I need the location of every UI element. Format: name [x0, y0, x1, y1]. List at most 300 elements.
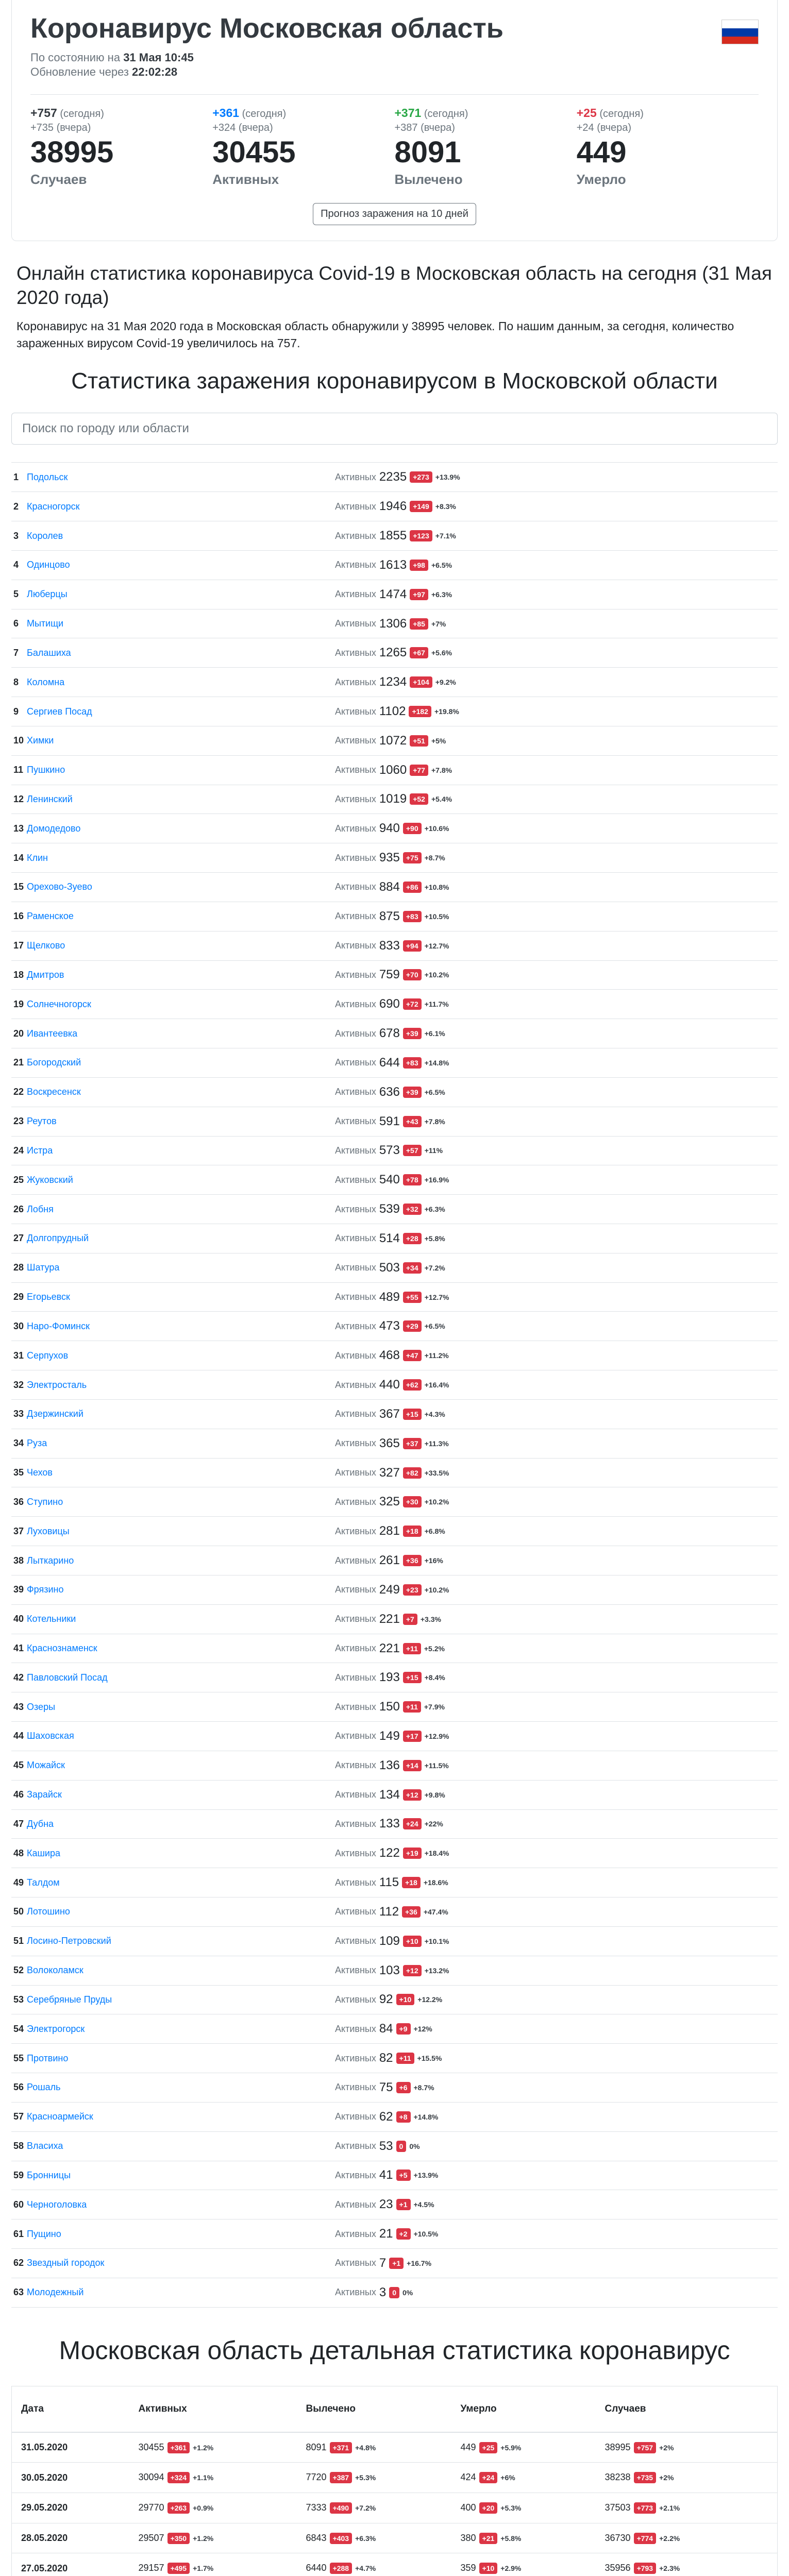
- detail-recovered-delta: +387: [330, 2472, 352, 2483]
- city-rank: 49: [13, 1877, 24, 1888]
- detail-row: [12, 2553, 778, 2576]
- city-link[interactable]: Реутов: [27, 1116, 57, 1127]
- update-timer: 22:02:28: [132, 65, 178, 79]
- delta-percent: +6.8%: [424, 1527, 445, 1536]
- city-link[interactable]: Раменское: [27, 911, 74, 922]
- delta-percent: +16.7%: [407, 2259, 432, 2267]
- delta-percent: +10.8%: [424, 883, 449, 891]
- stat-total: 38995: [30, 135, 114, 170]
- city-rank: 19: [13, 998, 24, 1009]
- city-rank: 10: [13, 735, 24, 746]
- city-link[interactable]: Егорьевск: [27, 1292, 70, 1302]
- city-link[interactable]: Серпухов: [27, 1350, 69, 1361]
- delta-badge: +55: [403, 1292, 422, 1303]
- city-rank: 16: [13, 911, 24, 922]
- stats-row: [30, 106, 759, 188]
- city-link[interactable]: Рошаль: [27, 2082, 61, 2093]
- delta-badge: +12: [403, 1789, 422, 1801]
- delta-badge: +24: [403, 1818, 422, 1829]
- delta-badge: +29: [403, 1320, 422, 1332]
- delta-percent: +19.8%: [434, 707, 459, 716]
- active-count: 23: [379, 2197, 393, 2212]
- city-row: [11, 1634, 778, 1664]
- city-rank: 59: [13, 2170, 24, 2180]
- delta-percent: +22%: [424, 1820, 443, 1828]
- active-label: Активных: [335, 969, 376, 980]
- city-link[interactable]: Сергиев Посад: [27, 706, 92, 717]
- delta-badge: +51: [410, 735, 428, 747]
- city-row: [11, 2132, 778, 2161]
- city-link[interactable]: Домодедово: [27, 823, 81, 834]
- city-link[interactable]: Богородский: [27, 1057, 81, 1068]
- active-label: Активных: [335, 1057, 376, 1068]
- active-label: Активных: [335, 1233, 376, 1244]
- detail-recovered-delta: +403: [330, 2533, 352, 2544]
- delta-percent: +16%: [424, 1556, 443, 1565]
- city-rank: 57: [13, 2111, 24, 2122]
- detail-section-title: Московская область детальная статистика коронавирус: [59, 2335, 730, 2365]
- city-row: [11, 1137, 778, 1166]
- delta-badge: +28: [403, 1233, 422, 1244]
- city-link[interactable]: Щелково: [27, 940, 65, 951]
- as-of-line: [30, 51, 759, 64]
- delta-percent: +5.8%: [424, 1234, 445, 1243]
- active-count: 82: [379, 2051, 393, 2065]
- delta-badge: +19: [403, 1848, 422, 1859]
- active-label: Активных: [335, 2023, 376, 2034]
- active-count: 62: [379, 2109, 393, 2124]
- delta-percent: +8.4%: [424, 1673, 445, 1682]
- active-label: Активных: [335, 852, 376, 863]
- city-link[interactable]: Мытищи: [27, 618, 64, 629]
- city-row: [11, 1546, 778, 1575]
- active-label: Активных: [335, 1584, 376, 1595]
- delta-percent: +11.5%: [424, 1761, 449, 1770]
- city-link[interactable]: Лобня: [27, 1204, 54, 1214]
- delta-percent: +3.3%: [420, 1615, 441, 1623]
- delta-percent: +18.6%: [423, 1878, 448, 1887]
- active-label: Активных: [335, 676, 376, 687]
- city-rank: 44: [13, 1731, 24, 1741]
- city-rank: 8: [13, 676, 19, 687]
- detail-cases-value: 35956: [605, 2563, 631, 2573]
- city-row: [11, 492, 778, 521]
- active-label: Активных: [335, 1731, 376, 1741]
- city-rank: 36: [13, 1496, 24, 1507]
- city-link[interactable]: Талдом: [27, 1877, 60, 1888]
- city-link[interactable]: Фрязино: [27, 1584, 64, 1595]
- detail-cases-percent: +2.2%: [659, 2534, 680, 2543]
- city-rank: 35: [13, 1467, 24, 1478]
- delta-badge: +77: [410, 765, 428, 776]
- detail-recovered-delta: +490: [330, 2502, 352, 2514]
- city-link[interactable]: Павловский Посад: [27, 1672, 108, 1683]
- city-row: [11, 1195, 778, 1224]
- city-row: [11, 1751, 778, 1781]
- forecast-button[interactable]: Прогноз заражения на 10 дней: [313, 203, 476, 225]
- detail-active-value: 30455: [138, 2442, 164, 2452]
- delta-percent: +12.7%: [424, 941, 449, 950]
- city-rank: 1: [13, 471, 19, 482]
- detail-recovered-delta: +371: [330, 2442, 352, 2453]
- city-link[interactable]: Красноармейск: [27, 2111, 93, 2122]
- city-link[interactable]: Подольск: [27, 471, 68, 482]
- delta-badge: +67: [410, 647, 428, 658]
- city-link[interactable]: Наро-Фоминск: [27, 1320, 90, 1331]
- delta-percent: +16.4%: [424, 1381, 449, 1389]
- city-row: [11, 1956, 778, 1986]
- delta-percent: +10.1%: [424, 1937, 449, 1945]
- city-link[interactable]: Озеры: [27, 1701, 56, 1712]
- city-row: [11, 961, 778, 990]
- delta-percent: +12.2%: [417, 1995, 443, 2004]
- delta-badge: +11: [403, 1643, 421, 1654]
- detail-cases-cell: [596, 2432, 778, 2463]
- city-link[interactable]: Пушкино: [27, 765, 65, 775]
- active-label: Активных: [335, 998, 376, 1009]
- delta-badge: 0: [389, 2287, 399, 2298]
- stat-today-word: (сегодня): [424, 108, 468, 120]
- header-cases: Случаев: [596, 2386, 778, 2432]
- city-rank: 9: [13, 706, 19, 717]
- detail-recovered-delta: +288: [330, 2563, 352, 2574]
- active-label: Активных: [335, 1789, 376, 1800]
- active-count: 940: [379, 821, 400, 836]
- city-link[interactable]: Шаховская: [27, 1731, 74, 1741]
- city-link[interactable]: Можайск: [27, 1760, 65, 1771]
- detail-cases-delta: +793: [634, 2563, 657, 2574]
- header-recovered: Вылечено: [297, 2386, 451, 2432]
- delta-badge: +273: [410, 471, 432, 483]
- city-rank: 12: [13, 793, 24, 804]
- city-link[interactable]: Волоколамск: [27, 1965, 83, 1976]
- active-count: 573: [379, 1143, 400, 1158]
- active-count: 325: [379, 1495, 400, 1509]
- delta-badge: +14: [403, 1760, 422, 1771]
- stat-total: 449: [576, 135, 627, 170]
- delta-badge: +182: [409, 706, 431, 717]
- detail-active-percent: +1.2%: [193, 2534, 214, 2543]
- detail-recovered-cell: [297, 2493, 451, 2523]
- detail-deaths-percent: +5.3%: [500, 2503, 522, 2512]
- city-row: [11, 902, 778, 931]
- city-link[interactable]: Солнечногорск: [27, 998, 91, 1009]
- delta-badge: +11: [403, 1701, 421, 1713]
- active-count: 261: [379, 1553, 400, 1568]
- city-link[interactable]: Лотошино: [27, 1906, 70, 1917]
- active-label: Активных: [335, 2228, 376, 2239]
- delta-percent: 0%: [409, 2142, 420, 2150]
- city-link[interactable]: Руза: [27, 1438, 47, 1449]
- detail-active-cell: [129, 2432, 297, 2463]
- active-count: 690: [379, 997, 400, 1011]
- detail-active-percent: +1.1%: [193, 2473, 214, 2482]
- delta-badge: +10: [403, 1936, 422, 1947]
- delta-percent: +6.3%: [424, 1205, 445, 1214]
- city-link[interactable]: Котельники: [27, 1614, 76, 1624]
- delta-badge: +1: [396, 2199, 411, 2210]
- detail-row: [12, 2463, 778, 2493]
- detail-recovered-percent: +4.8%: [355, 2443, 376, 2452]
- city-rank: 56: [13, 2082, 24, 2093]
- delta-badge: +10: [396, 1994, 415, 2005]
- active-label: Активных: [335, 1145, 376, 1156]
- city-link[interactable]: Коломна: [27, 676, 65, 687]
- detail-header-row: [12, 2386, 778, 2432]
- delta-badge: +32: [403, 1204, 422, 1215]
- active-label: Активных: [335, 1350, 376, 1361]
- city-link[interactable]: Химки: [27, 735, 54, 746]
- city-link[interactable]: Воскресенск: [27, 1087, 81, 1097]
- city-rank: 2: [13, 501, 19, 512]
- active-label: Активных: [335, 1701, 376, 1712]
- delta-percent: +11.3%: [424, 1439, 449, 1448]
- delta-badge: +57: [403, 1145, 422, 1156]
- city-row: [11, 785, 778, 815]
- forecast-wrap: [30, 203, 759, 225]
- city-row: [11, 1986, 778, 2015]
- delta-percent: +10.2%: [424, 1585, 449, 1594]
- detail-active-value: 30094: [138, 2472, 164, 2483]
- city-rank: 18: [13, 969, 24, 980]
- delta-badge: +34: [403, 1262, 422, 1274]
- detail-cases-delta: +773: [634, 2502, 657, 2514]
- city-link[interactable]: Ступино: [27, 1496, 63, 1507]
- active-count: 759: [379, 968, 400, 982]
- city-rank: 13: [13, 823, 24, 834]
- delta-percent: +9.8%: [424, 1790, 445, 1799]
- active-count: 540: [379, 1173, 400, 1187]
- city-row: [11, 521, 778, 551]
- search-input[interactable]: Поиск по городу или области: [11, 413, 778, 445]
- active-count: 281: [379, 1524, 400, 1538]
- city-link[interactable]: Клин: [27, 852, 48, 863]
- city-rank: 32: [13, 1379, 24, 1390]
- city-link[interactable]: Лосино-Петровский: [27, 1936, 111, 1946]
- detail-date: 31.05.2020: [12, 2432, 129, 2463]
- detail-recovered-percent: +5.3%: [355, 2473, 376, 2482]
- city-link[interactable]: Шатура: [27, 1262, 60, 1273]
- city-link[interactable]: Власиха: [27, 2141, 63, 2151]
- active-count: 1946: [379, 499, 407, 514]
- city-link[interactable]: Зарайск: [27, 1789, 62, 1800]
- active-count: 1306: [379, 616, 407, 631]
- city-link[interactable]: Дубна: [27, 1818, 54, 1829]
- city-row: [11, 609, 778, 639]
- intro-text: Коронавирус на 31 Мая 2020 года в Московская область обнаружили у 38995 человек. По нашим данным, за сегодня, количество зараженных вирусом Covid-19 увеличилось на 757.: [16, 319, 734, 350]
- delta-badge: +18: [402, 1877, 421, 1888]
- as-of-value: 31 Мая 10:45: [123, 51, 194, 64]
- delta-badge: +36: [402, 1906, 421, 1918]
- city-row: [11, 931, 778, 961]
- active-label: Активных: [335, 1292, 376, 1302]
- detail-recovered-percent: +6.3%: [355, 2534, 376, 2543]
- delta-badge: +8: [396, 2111, 411, 2123]
- city-link[interactable]: Краснознаменск: [27, 1643, 97, 1653]
- city-link[interactable]: Орехово-Зуево: [27, 882, 92, 892]
- stat-today-word: (сегодня): [599, 108, 644, 120]
- delta-badge: +7: [403, 1614, 417, 1625]
- stat-today-word: (сегодня): [60, 108, 104, 120]
- detail-cases-cell: [596, 2523, 778, 2553]
- stat-recovered: [395, 106, 577, 188]
- city-rank: 52: [13, 1965, 24, 1976]
- city-rank: 37: [13, 1526, 24, 1536]
- update-countdown: [30, 65, 759, 79]
- delta-badge: +43: [403, 1116, 422, 1127]
- city-link[interactable]: Жуковский: [27, 1174, 73, 1185]
- delta-percent: +5.6%: [431, 649, 452, 657]
- delta-badge: +149: [410, 501, 432, 512]
- active-label: Активных: [335, 1936, 376, 1946]
- city-row: [11, 1224, 778, 1253]
- city-link[interactable]: Протвино: [27, 2053, 69, 2063]
- city-row: [11, 668, 778, 697]
- detail-recovered-cell: [297, 2553, 451, 2576]
- city-link[interactable]: Одинцово: [27, 560, 70, 570]
- delta-percent: +7.8%: [431, 766, 452, 774]
- city-row: [11, 2044, 778, 2073]
- city-link[interactable]: Пущино: [27, 2228, 61, 2239]
- delta-badge: +78: [403, 1174, 422, 1185]
- city-link[interactable]: Ленинский: [27, 793, 73, 804]
- detail-deaths-cell: [451, 2493, 596, 2523]
- stat-total: 8091: [394, 135, 461, 170]
- delta-badge: +39: [403, 1028, 422, 1039]
- active-label: Активных: [335, 1379, 376, 1390]
- delta-percent: +11.7%: [424, 1000, 449, 1009]
- delta-percent: +10.5%: [413, 2230, 439, 2239]
- detail-deaths-percent: +6%: [500, 2473, 515, 2482]
- header-active: Активных: [129, 2386, 297, 2432]
- city-rank: 23: [13, 1116, 24, 1127]
- city-row: [11, 2103, 778, 2132]
- active-label: Активных: [335, 589, 376, 600]
- city-row: [11, 1517, 778, 1546]
- delta-badge: +62: [403, 1379, 422, 1391]
- city-rank: 47: [13, 1818, 24, 1829]
- city-link[interactable]: Бронницы: [27, 2170, 71, 2180]
- city-rank: 48: [13, 1848, 24, 1858]
- city-link[interactable]: Луховицы: [27, 1526, 70, 1536]
- active-count: 1072: [379, 733, 407, 748]
- city-link[interactable]: Долгопрудный: [27, 1233, 89, 1244]
- delta-percent: 0%: [402, 2288, 413, 2297]
- city-row: [11, 843, 778, 873]
- detail-deaths-percent: +2.9%: [500, 2564, 522, 2573]
- active-label: Активных: [335, 501, 376, 512]
- city-link[interactable]: Истра: [27, 1145, 53, 1156]
- header-deaths: Умерло: [451, 2386, 596, 2432]
- city-link[interactable]: Электрогорск: [27, 2023, 85, 2034]
- active-label: Активных: [335, 1877, 376, 1888]
- active-label: Активных: [335, 2082, 376, 2093]
- active-label: Активных: [335, 2170, 376, 2180]
- detail-recovered-value: 6440: [306, 2563, 327, 2573]
- city-link[interactable]: Люберцы: [27, 589, 68, 600]
- detail-cases-delta: +735: [634, 2472, 657, 2483]
- city-rank: 27: [13, 1233, 24, 1244]
- detail-cases-cell: [596, 2493, 778, 2523]
- city-link[interactable]: Балашиха: [27, 647, 71, 658]
- city-row: [11, 1253, 778, 1283]
- active-count: 1855: [379, 529, 407, 543]
- city-row: [11, 1078, 778, 1107]
- city-rank: 50: [13, 1906, 24, 1917]
- city-link[interactable]: Звездный городок: [27, 2258, 105, 2268]
- delta-percent: +11.2%: [424, 1351, 449, 1360]
- active-label: Активных: [335, 1555, 376, 1566]
- city-rank: 33: [13, 1409, 24, 1419]
- active-label: Активных: [335, 1965, 376, 1976]
- delta-percent: +6.3%: [431, 590, 452, 599]
- city-link[interactable]: Электросталь: [27, 1379, 87, 1390]
- active-count: 150: [379, 1700, 400, 1714]
- active-count: 884: [379, 879, 400, 894]
- city-link[interactable]: Черноголовка: [27, 2199, 87, 2210]
- city-link[interactable]: Дзержинский: [27, 1409, 83, 1419]
- delta-percent: +33.5%: [424, 1468, 449, 1477]
- detail-active-value: 29770: [138, 2502, 164, 2513]
- detail-date: 28.05.2020: [12, 2523, 129, 2553]
- delta-percent: +13.9%: [435, 473, 460, 482]
- delta-percent: +6.5%: [431, 561, 452, 569]
- delta-badge: +17: [403, 1731, 422, 1742]
- city-link[interactable]: Ивантеевка: [27, 1028, 78, 1039]
- delta-badge: +75: [403, 852, 422, 863]
- city-row: [11, 726, 778, 756]
- city-rank: 17: [13, 940, 24, 951]
- active-label: Активных: [335, 1614, 376, 1624]
- city-row: [11, 1400, 778, 1429]
- active-count: 1474: [379, 587, 407, 601]
- city-row: [11, 1692, 778, 1722]
- delta-badge: +86: [403, 882, 422, 893]
- city-link[interactable]: Чехов: [27, 1467, 53, 1478]
- active-count: 3: [379, 2285, 387, 2299]
- city-rank: 55: [13, 2053, 24, 2063]
- city-link[interactable]: Серебряные Пруды: [27, 1994, 112, 2005]
- city-rank: 4: [13, 560, 19, 570]
- delta-badge: +98: [410, 560, 428, 571]
- active-label: Активных: [335, 647, 376, 658]
- detail-row: [12, 2523, 778, 2553]
- delta-badge: +52: [410, 793, 428, 805]
- active-label: Активных: [335, 793, 376, 804]
- city-link[interactable]: Кашира: [27, 1848, 61, 1858]
- stat-label: Активных: [212, 172, 279, 188]
- detail-date: 30.05.2020: [12, 2463, 129, 2493]
- detail-date: 27.05.2020: [12, 2553, 129, 2576]
- active-label: Активных: [335, 2258, 376, 2268]
- detail-deaths-cell: [451, 2463, 596, 2493]
- active-label: Активных: [335, 1438, 376, 1449]
- city-link[interactable]: Молодежный: [27, 2287, 84, 2298]
- city-row: [11, 2249, 778, 2278]
- stat-today-value: +361: [212, 106, 240, 120]
- detail-recovered-cell: [297, 2432, 451, 2463]
- city-link[interactable]: Лыткарино: [27, 1555, 74, 1566]
- active-count: 367: [379, 1406, 400, 1421]
- city-link[interactable]: Красногорск: [27, 501, 80, 512]
- detail-active-delta: +495: [167, 2563, 190, 2574]
- detail-active-cell: [129, 2523, 297, 2553]
- city-row: [11, 1839, 778, 1868]
- city-link[interactable]: Дмитров: [27, 969, 64, 980]
- delta-percent: +10.5%: [424, 912, 449, 921]
- city-link[interactable]: Королев: [27, 530, 63, 541]
- city-row: [11, 814, 778, 843]
